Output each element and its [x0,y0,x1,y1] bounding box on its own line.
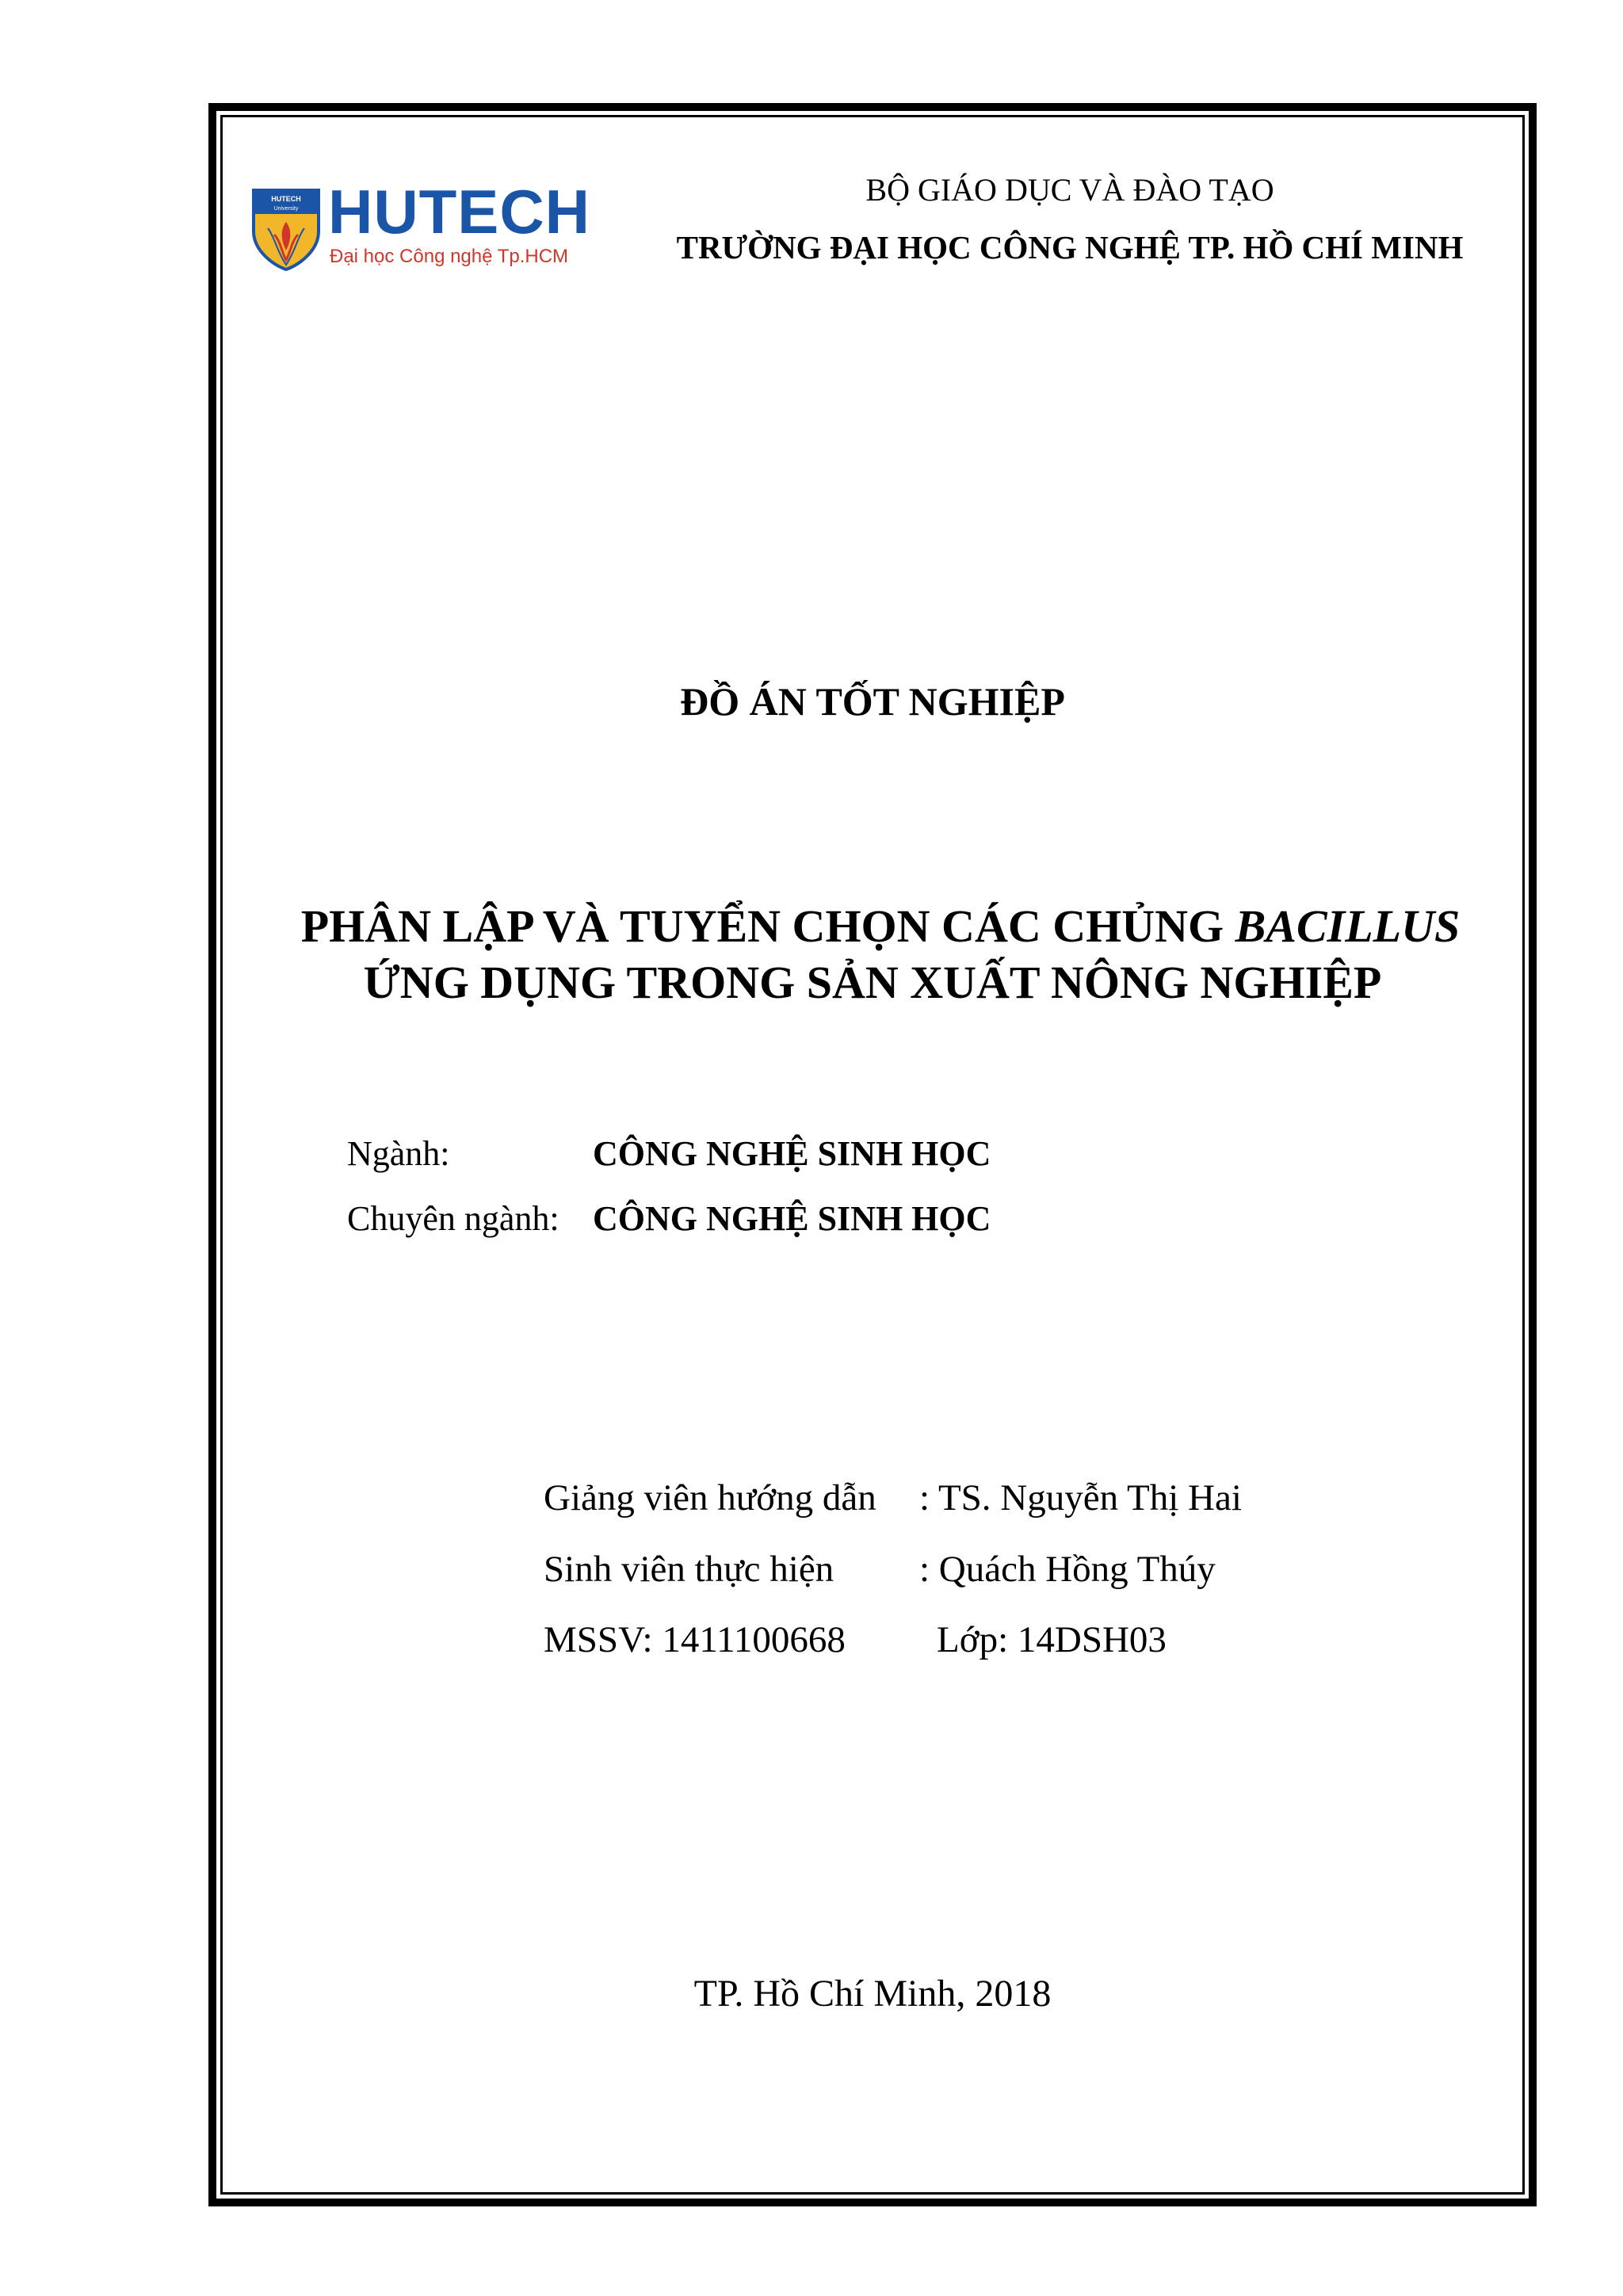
thesis-title-species: BACILLUS [1235,900,1461,952]
document-type: ĐỒ ÁN TỐT NGHIỆP [680,679,1065,724]
university-name: TRƯỜNG ĐẠI HỌC CÔNG NGHỆ TP. HỒ CHÍ MINH [676,229,1464,266]
student-value: : Quách Hồng Thúy [919,1549,1216,1590]
ministry-name: BỘ GIÁO DỤC VÀ ĐÀO TẠO [865,172,1274,208]
class-code: Lớp: 14DSH03 [937,1619,1167,1660]
supervisor-value: : TS. Nguyễn Thị Hai [919,1477,1242,1519]
place-and-year: TP. Hồ Chí Minh, 2018 [693,1973,1052,2015]
major-value: CÔNG NGHỆ SINH HỌC [593,1134,991,1173]
student-id: MSSV: 1411100668 [544,1619,846,1660]
student-label: Sinh viên thực hiện [544,1549,834,1590]
thesis-title-line-1 [232,900,1529,953]
shield-text-1: HUTECH [271,195,301,203]
thesis-title-prefix: PHÂN LẬP VÀ TUYỂN CHỌN CÁC CHỦNG [300,900,1235,952]
thesis-title-line-2: ỨNG DỤNG TRONG SẢN XUẤT NÔNG NGHIỆP [363,957,1382,1008]
hutech-logo [250,177,590,273]
logo-wordmark: HUTECH [328,177,590,246]
specialization-value: CÔNG NGHỆ SINH HỌC [593,1199,991,1238]
specialization-label: Chuyên ngành: [347,1199,559,1238]
major-label: Ngành: [347,1134,450,1173]
shield-text-2: University [273,206,299,212]
logo-subtitle: Đại học Công nghệ Tp.HCM [330,246,569,267]
supervisor-label: Giảng viên hướng dẫn [544,1477,876,1519]
shield-icon [250,185,322,273]
